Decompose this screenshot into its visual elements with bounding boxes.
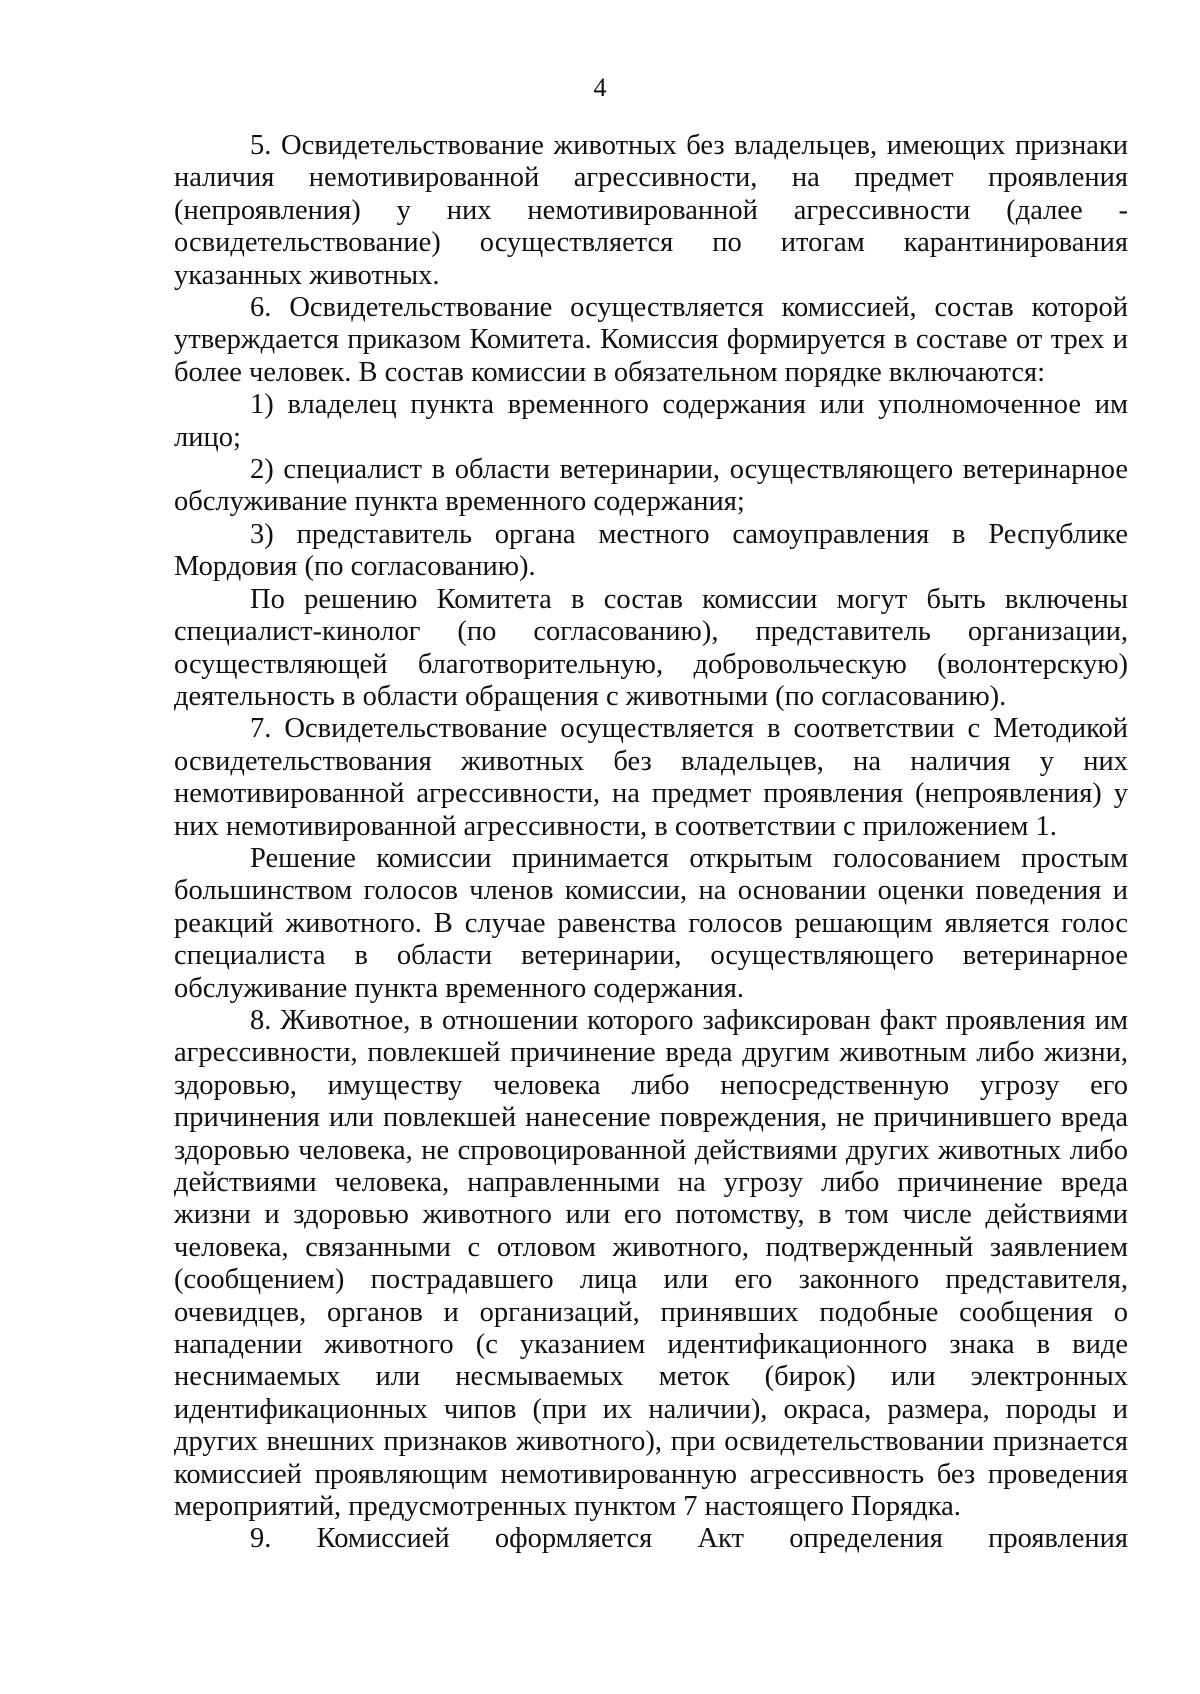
- paragraph-8: 8. Животное, в отношении которого зафиксирован факт проявления им агрессивности, повлекшей причинение вреда другим животным либо жизни, здоровью, имуществу человека либо непосредственную угрозу его причинения или повлекшей нанесение повреждения, не причинившего вреда здоровью человека, не спровоцированной действиями других животных либо действиями человека, направленными на угрозу либо причинение вреда жизни и здоровью животного или его потомству, в том числе действиями человека, связанными с отловом животного, подтвержденный заявлением (сообщением) пострадавшего лица или его законного представителя, очевидцев, органов и организаций, принявших подобные сообщения о нападении животного (с указанием идентификационного знака в виде неснимаемых или несмываемых меток (бирок) или электронных идентификационных чипов (при их наличии), окраса, размера, породы и других внешних признаков животного), при освидетельствовании признается комиссией проявляющим немотивированную агрессивность без проведения мероприятий, предусмотренных пунктом 7 настоящего Порядка.: [174, 1004, 1128, 1523]
- document-body: [174, 130, 1128, 1556]
- paragraph-7-decision: Решение комиссии принимается открытым голосованием простым большинством голосов членов комиссии, на основании оценки поведения и реакций животного. В случае равенства голосов решающим является голос специалиста в области ветеринарии, осуществляющего ветеринарное обслуживание пункта временного содержания.: [174, 842, 1128, 1004]
- paragraph-9: 9. Комиссией оформляется Акт определения проявления: [250, 1523, 1128, 1555]
- paragraph-6-addendum: По решению Комитета в состав комиссии могут быть включены специалист-кинолог (по согласованию), представитель организации, осуществляющей благотворительную, добровольческую (волонтерскую) деятельность в области обращения с животными (по согласованию).: [174, 583, 1128, 712]
- paragraph-5: 5. Освидетельствование животных без владельцев, имеющих признаки наличия немотивированной агрессивности, на предмет проявления (непроявления) у них немотивированной агрессивности (далее - освидетельствование) осуществляется по итогам карантинирования указанных животных.: [174, 130, 1128, 291]
- page-number: 4: [593, 73, 607, 102]
- list-item-3: 3) представитель органа местного самоуправления в Республике Мордовия (по согласованию).: [174, 518, 1128, 583]
- paragraph-7: 7. Освидетельствование осуществляется в соответствии с Методикой освидетельствования животных без владельцев, на наличия у них немотивированной агрессивности, на предмет проявления (непроявления) у них немотивированной агрессивности, в соответствии с приложением 1.: [174, 713, 1128, 842]
- paragraph-6: 6. Освидетельствование осуществляется комиссией, состав которой утверждается приказом Комитета. Комиссия формируется в составе от трех и более человек. В состав комиссии в обязательном порядке включаются:: [174, 292, 1128, 388]
- list-item-2: 2) специалист в области ветеринарии, осуществляющего ветеринарное обслуживание пункта временного содержания;: [174, 454, 1128, 518]
- list-item-1: 1) владелец пункта временного содержания или уполномоченное им лицо;: [174, 389, 1128, 453]
